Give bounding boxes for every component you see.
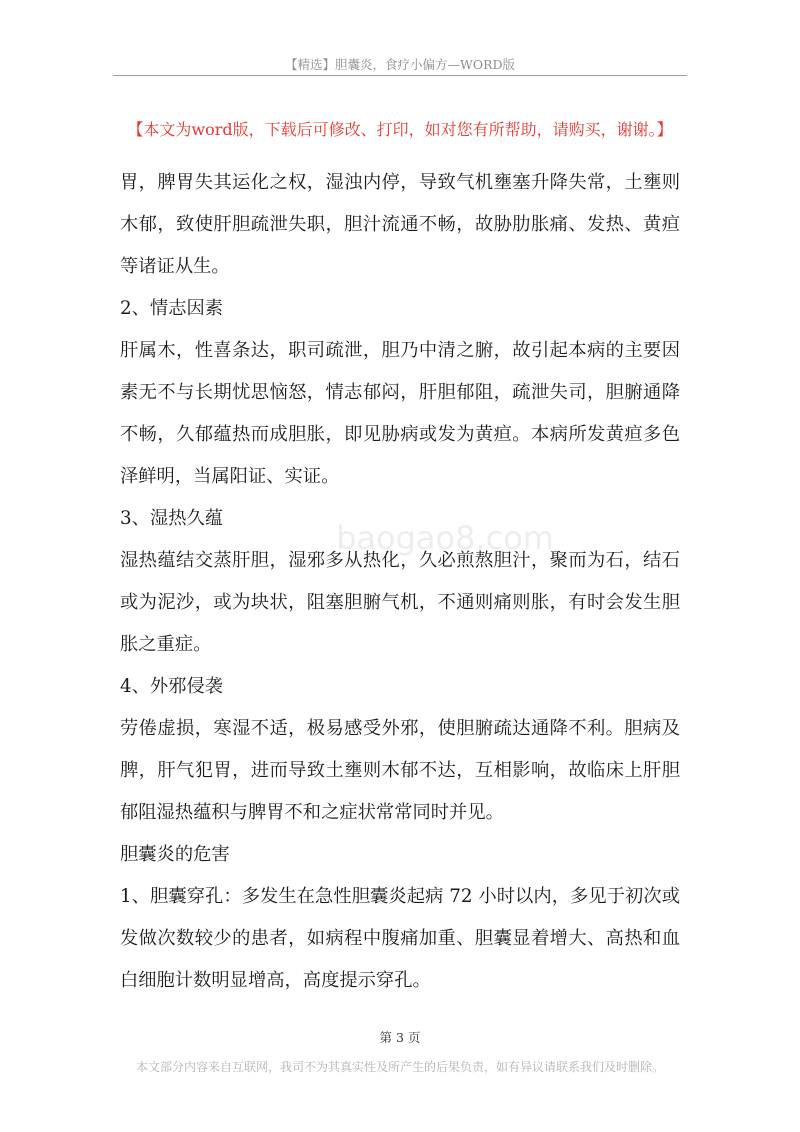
section-heading: [120, 666, 680, 708]
section-heading: [120, 834, 680, 876]
text-line: 1、胆囊穿孔：多发生在急性胆囊炎起病 72 小时以内，多见于初次或: [120, 886, 680, 907]
paragraph: [120, 708, 680, 834]
paragraph: [120, 162, 680, 288]
text-line: 胃，脾胃失其运化之权，湿浊内停，导致气机壅塞升降失常，土壅则: [120, 172, 680, 193]
paragraph: [120, 876, 680, 1002]
text-line: 或为泥沙，或为块状，阻塞胆腑气机，不通则痛则胀，有时会发生胆: [120, 592, 680, 613]
page-number: 第 3 页: [379, 1030, 421, 1045]
text-line: 胀之重症。: [120, 634, 212, 655]
text-line: 白细胞计数明显增高，高度提示穿孔。: [120, 970, 431, 991]
running-header: 【精选】胆囊炎，食疗小偏方—WORD版: [284, 57, 516, 72]
section-heading-text: 2、情志因素: [120, 298, 224, 319]
text-line: 劳倦虚损，寒湿不适，极易感受外邪，使胆腑疏达通降不利。胆病及: [120, 718, 680, 739]
text-line: 泽鲜明，当属阳证、实证。: [120, 466, 340, 487]
header-divider: [113, 75, 687, 76]
text-line: 发做次数较少的患者，如病程中腹痛加重、胆囊显着增大、高热和血: [120, 928, 680, 949]
text-line: 郁阻湿热蕴积与脾胃不和之症状常常同时并见。: [120, 802, 504, 823]
purchase-notice: 【本文为word版，下载后可修改、打印，如对您有所帮助，请购买，谢谢。】: [127, 120, 673, 139]
text-line: 不畅，久郁蕴热而成胆胀，即见胁病或发为黄疸。本病所发黄疸多色: [120, 424, 680, 445]
paragraph: [120, 540, 680, 666]
text-line: 肝属木，性喜条达，职司疏泄，胆乃中清之腑，故引起本病的主要因: [120, 340, 680, 361]
section-heading: [120, 288, 680, 330]
body-text: [120, 162, 680, 1002]
section-heading-text: 3、湿热久蕴: [120, 508, 224, 529]
section-heading-text: 胆囊炎的危害: [120, 844, 230, 865]
text-line: 等诸证从生。: [120, 256, 230, 277]
watermark: baogao8.com: [336, 519, 554, 557]
text-line: 湿热蕴结交蒸肝胆，湿邪多从热化，久必煎熬胆汁，聚而为石，结石: [120, 550, 680, 571]
section-heading-text: 4、外邪侵袭: [120, 676, 224, 697]
text-line: 木郁，致使肝胆疏泄失职，胆汁流通不畅，故胁肋胀痛、发热、黄疸: [120, 214, 680, 235]
paragraph: [120, 330, 680, 498]
footer-disclaimer: 本文部分内容来自互联网，我司不为其真实性及所产生的后果负责，如有异议请联系我们及时删除。: [135, 1060, 664, 1074]
text-line: 脾，肝气犯胃，进而导致土壅则木郁不达，互相影响，故临床上肝胆: [120, 760, 680, 781]
section-heading: [120, 498, 680, 540]
text-line: 素无不与长期忧思恼怒，情志郁闷，肝胆郁阻，疏泄失司，胆腑通降: [120, 382, 680, 403]
